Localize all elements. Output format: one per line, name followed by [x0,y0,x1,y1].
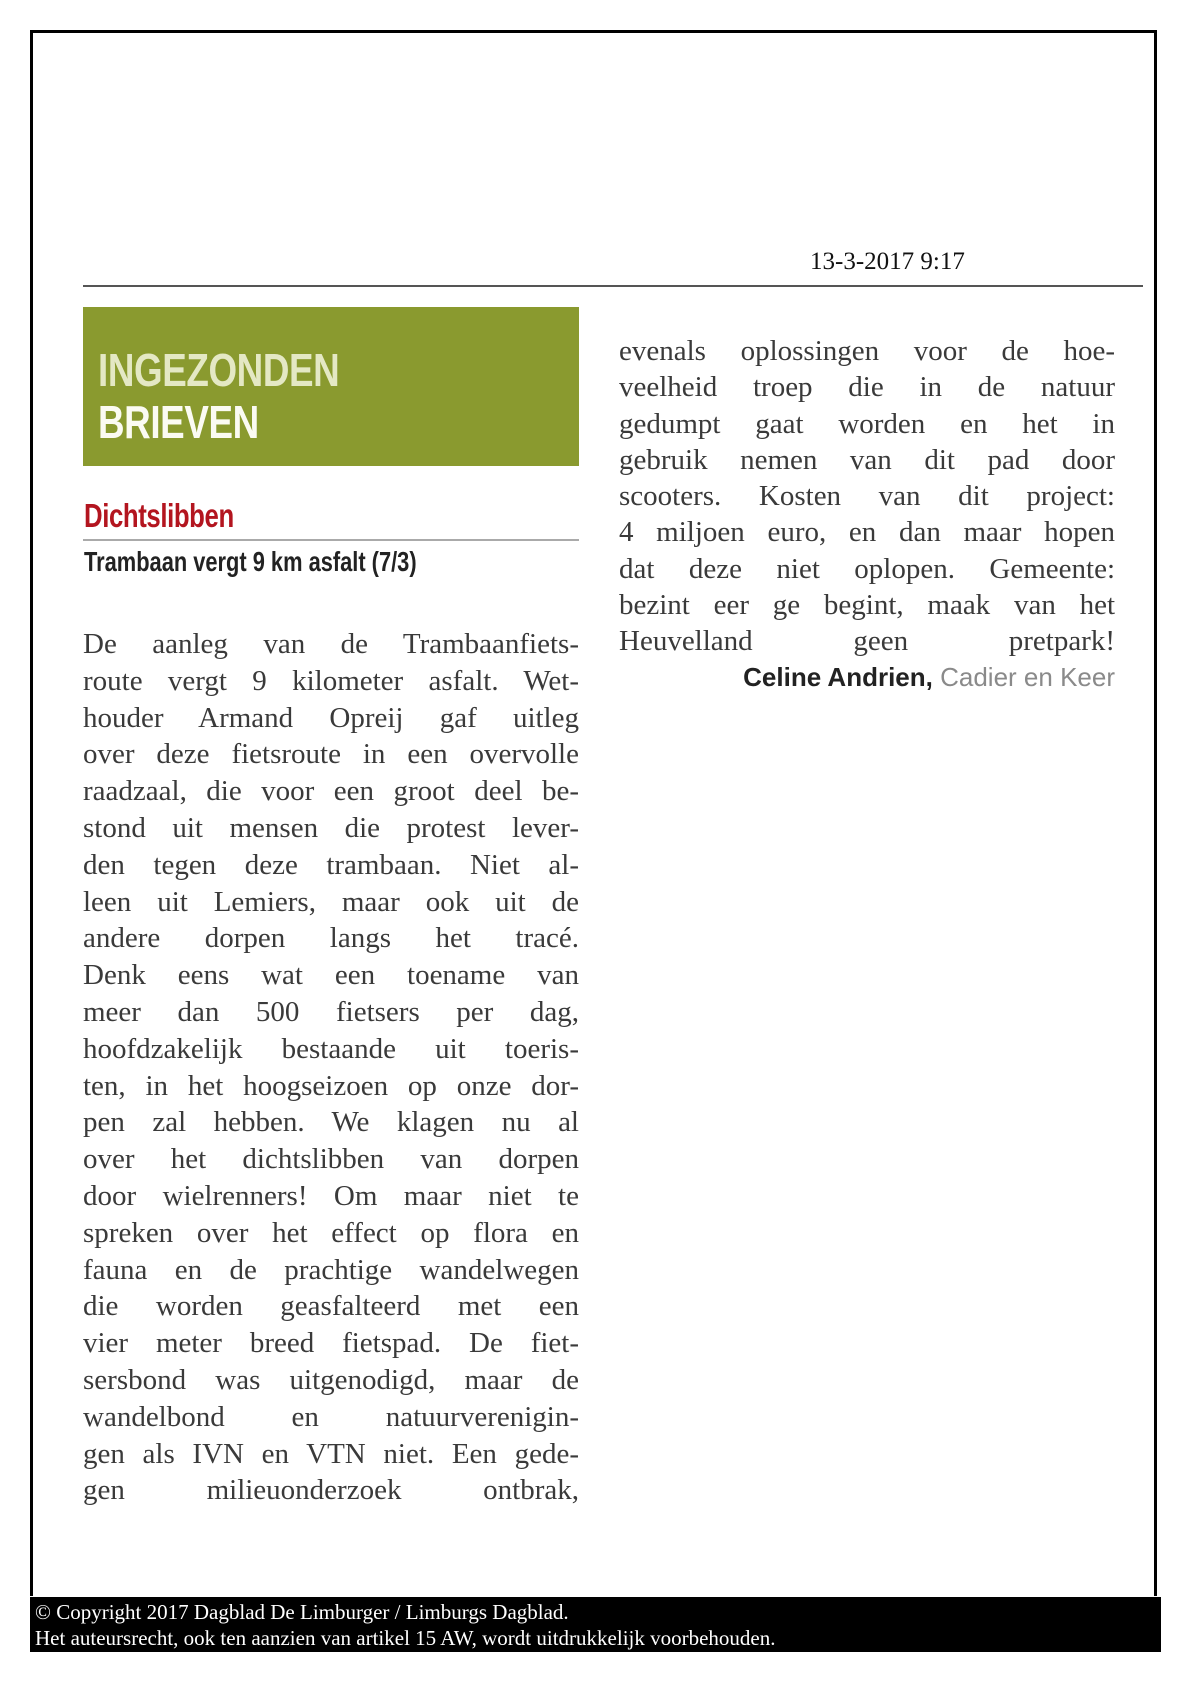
text-line: den tegen deze trambaan. Niet al- [83,848,579,881]
timestamp: 13-3-2017 9:17 [810,248,965,275]
text-line: gen als IVN en VTN niet. Een gede- [83,1437,579,1470]
section-title-line1: INGEZONDEN [98,344,340,396]
text-line: gebruik nemen van dit pad door [619,443,1115,476]
text-line: bezint eer ge begint, maak van het [619,589,1115,622]
text-line: 4 miljoen euro, en dan maar hopen [619,516,1115,549]
article-subtitle: Trambaan vergt 9 km asfalt (7/3) [84,546,417,577]
text-line: raadzaal, die voor een groot deel be- [83,775,579,808]
text-line: hoofdzakelijk bestaande uit toeris- [83,1032,579,1065]
copyright-line-1: © Copyright 2017 Dagblad De Limburger / Limburgs Dagblad. [35,1600,569,1624]
signature [743,662,1115,693]
section-banner [83,307,579,466]
text-line: over het dichtslibben van dorpen [83,1143,579,1176]
section-title-line2: BRIEVEN [98,396,259,448]
article-column-left [83,626,579,1509]
text-line: spreken over het effect op flora en [83,1216,579,1249]
text-line: houder Armand Opreij gaf uitleg [83,701,579,734]
article-kicker: Dichtslibben [84,497,234,534]
text-line: Heuvelland geen pretpark! [619,625,1115,658]
author-name: Celine Andrien, [743,662,933,692]
copyright-line-2: Het auteursrecht, ook ten aanzien van artikel 15 AW, wordt uitdrukkelijk voorbehouden. [35,1626,776,1650]
author-place: Cadier en Keer [940,662,1115,692]
article-column-right [619,333,1115,660]
text-line: evenals oplossingen voor de hoe- [619,335,1115,367]
text-line: dat deze niet oplopen. Gemeente: [619,552,1115,585]
text-line: gen milieuonderzoek ontbrak, [83,1474,579,1507]
text-line: veelheid troep die in de natuur [619,371,1115,404]
text-line: gedumpt gaat worden en het in [619,407,1115,440]
text-line: stond uit mensen die protest lever- [83,811,579,844]
text-line: route vergt 9 kilometer asfalt. Wet- [83,664,579,697]
text-line: pen zal hebben. We klagen nu al [83,1106,579,1139]
text-line: leen uit Lemiers, maar ook uit de [83,885,579,918]
copyright-bar [30,1597,1161,1652]
text-line: Denk eens wat een toename van [83,959,579,992]
text-line: De aanleg van de Trambaanfiets- [83,628,579,660]
text-line: vier meter breed fietspad. De fiet- [83,1327,579,1360]
text-line: scooters. Kosten van dit project: [619,480,1115,513]
text-line: sersbond was uitgenodigd, maar de [83,1363,579,1396]
text-line: over deze fietsroute in een overvolle [83,738,579,771]
text-line: andere dorpen langs het tracé. [83,922,579,955]
text-line: die worden geasfalteerd met een [83,1290,579,1323]
kicker-divider [83,539,579,541]
text-line: fauna en de prachtige wandelwegen [83,1253,579,1286]
text-line: door wielrenners! Om maar niet te [83,1179,579,1212]
text-line: wandelbond en natuurverenigin- [83,1400,579,1433]
text-line: meer dan 500 fietsers per dag, [83,995,579,1028]
text-line: ten, in het hoogseizoen op onze dor- [83,1069,579,1102]
header-rule [83,285,1143,287]
